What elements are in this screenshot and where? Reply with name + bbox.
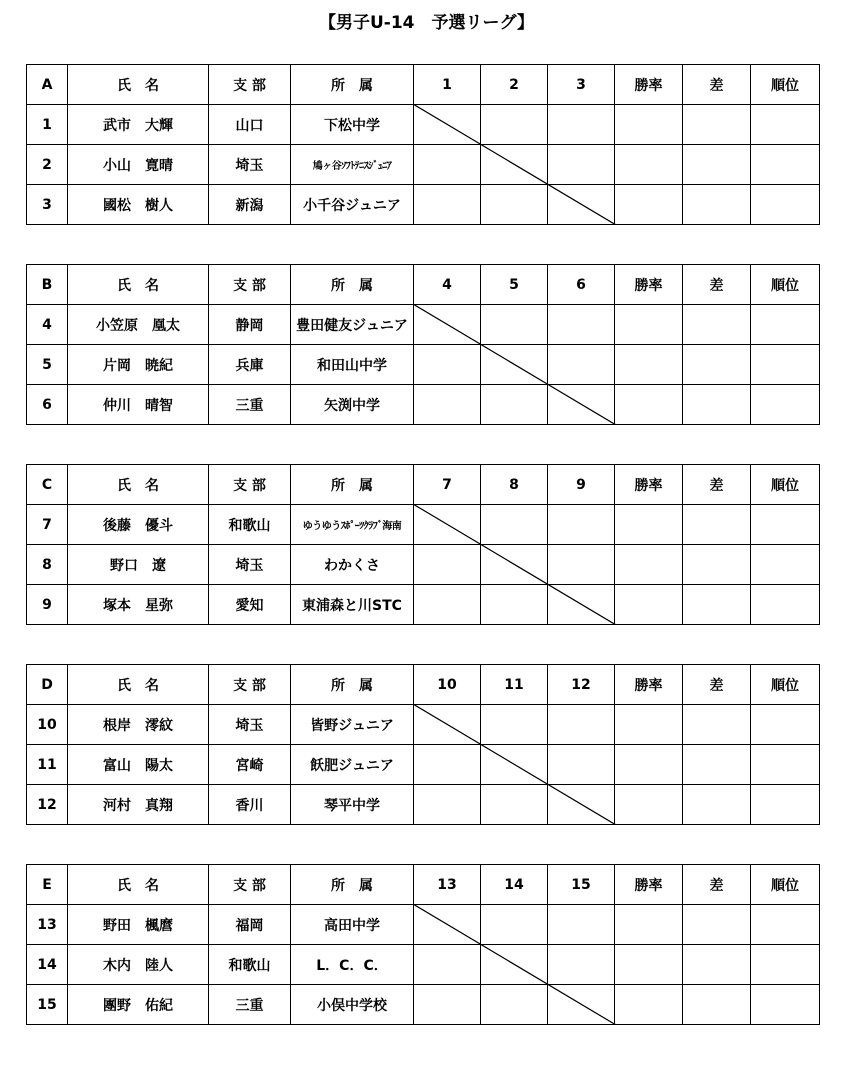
player-affiliation: 鳩ヶ谷ｿﾌﾄﾃﾆｽｼﾞｭﾆｱ [291,145,414,185]
table-row [27,745,820,785]
match-result-cell [548,585,615,625]
player-number: 11 [27,745,68,785]
match-result-cell [414,785,481,825]
diff-cell [683,545,751,585]
league-grid [26,264,820,425]
player-affiliation: 東浦森と川STC [291,585,414,625]
header-row [27,465,820,505]
diff-header: 差 [683,465,751,505]
opponent-number-header: 11 [481,665,548,705]
opponent-number-header: 12 [548,665,615,705]
match-result-cell [414,505,481,545]
win-rate-cell [615,985,683,1025]
match-result-cell [414,305,481,345]
group-label: D [27,665,68,705]
rank-cell [751,705,820,745]
player-number: 15 [27,985,68,1025]
opponent-number-header: 2 [481,65,548,105]
player-number: 3 [27,185,68,225]
diff-cell [683,145,751,185]
win-rate-header: 勝率 [615,465,683,505]
opponent-number-header: 9 [548,465,615,505]
win-rate-cell [615,905,683,945]
player-name: 團野 佑紀 [68,985,209,1025]
player-branch: 埼玉 [209,545,291,585]
branch-header: 支 部 [209,465,291,505]
rank-header: 順位 [751,65,820,105]
table-row [27,145,820,185]
player-branch: 三重 [209,385,291,425]
player-affiliation: 小俣中学校 [291,985,414,1025]
league-table-c [26,464,819,625]
match-result-cell [548,505,615,545]
table-row [27,705,820,745]
win-rate-cell [615,145,683,185]
player-name: 國松 樹人 [68,185,209,225]
player-affiliation: 和田山中学 [291,345,414,385]
player-branch: 香川 [209,785,291,825]
opponent-number-header: 1 [414,65,481,105]
player-branch: 和歌山 [209,505,291,545]
table-row [27,785,820,825]
match-result-cell [481,145,548,185]
player-affiliation: ゆうゆうｽﾎﾟｰﾂｸﾗﾌﾞ海南 [291,505,414,545]
player-number: 2 [27,145,68,185]
match-result-cell [481,745,548,785]
match-result-cell [481,185,548,225]
player-affiliation: わかくさ [291,545,414,585]
diff-cell [683,185,751,225]
player-name: 野田 楓麿 [68,905,209,945]
branch-header: 支 部 [209,665,291,705]
match-result-cell [481,505,548,545]
rank-cell [751,145,820,185]
player-number: 14 [27,945,68,985]
opponent-number-header: 8 [481,465,548,505]
player-number: 12 [27,785,68,825]
rank-cell [751,505,820,545]
player-affiliation: 飫肥ジュニア [291,745,414,785]
rank-cell [751,185,820,225]
match-result-cell [414,105,481,145]
match-result-cell [481,545,548,585]
match-result-cell [481,385,548,425]
win-rate-cell [615,785,683,825]
opponent-number-header: 4 [414,265,481,305]
opponent-number-header: 3 [548,65,615,105]
league-table-e [26,864,819,1025]
diff-cell [683,505,751,545]
player-affiliation: 下松中学 [291,105,414,145]
player-affiliation: L．C．C． [291,945,414,985]
opponent-number-header: 13 [414,865,481,905]
player-name: 小笠原 凰太 [68,305,209,345]
player-branch: 福岡 [209,905,291,945]
player-number: 10 [27,705,68,745]
player-branch: 宮崎 [209,745,291,785]
rank-cell [751,385,820,425]
diff-cell [683,905,751,945]
match-result-cell [414,185,481,225]
match-result-cell [548,385,615,425]
win-rate-cell [615,505,683,545]
match-result-cell [414,145,481,185]
player-affiliation: 矢渕中学 [291,385,414,425]
match-result-cell [548,305,615,345]
win-rate-cell [615,345,683,385]
win-rate-cell [615,545,683,585]
player-name: 小山 寛晴 [68,145,209,185]
rank-cell [751,305,820,345]
match-result-cell [481,305,548,345]
win-rate-header: 勝率 [615,65,683,105]
opponent-number-header: 10 [414,665,481,705]
player-affiliation: 高田中学 [291,905,414,945]
league-grid [26,864,820,1025]
table-row [27,585,820,625]
win-rate-header: 勝率 [615,665,683,705]
match-result-cell [414,985,481,1025]
name-header: 氏 名 [68,665,209,705]
rank-header: 順位 [751,465,820,505]
win-rate-cell [615,305,683,345]
player-name: 野口 遼 [68,545,209,585]
diff-header: 差 [683,665,751,705]
rank-cell [751,945,820,985]
player-number: 9 [27,585,68,625]
rank-cell [751,545,820,585]
player-number: 4 [27,305,68,345]
win-rate-header: 勝率 [615,865,683,905]
rank-cell [751,745,820,785]
rank-cell [751,345,820,385]
table-row [27,945,820,985]
player-name: 木内 陸人 [68,945,209,985]
table-row [27,545,820,585]
diff-cell [683,985,751,1025]
player-branch: 新潟 [209,185,291,225]
win-rate-cell [615,185,683,225]
player-name: 片岡 暁紀 [68,345,209,385]
player-number: 13 [27,905,68,945]
player-branch: 埼玉 [209,705,291,745]
win-rate-cell [615,585,683,625]
match-result-cell [548,185,615,225]
group-label: A [27,65,68,105]
league-table-a [26,64,819,225]
league-grid [26,64,820,225]
win-rate-cell [615,105,683,145]
win-rate-cell [615,945,683,985]
name-header: 氏 名 [68,465,209,505]
table-row [27,185,820,225]
player-number: 1 [27,105,68,145]
league-table-b [26,264,819,425]
player-name: 仲川 晴智 [68,385,209,425]
rank-header: 順位 [751,265,820,305]
match-result-cell [548,545,615,585]
header-row [27,865,820,905]
match-result-cell [481,985,548,1025]
match-result-cell [414,945,481,985]
player-number: 7 [27,505,68,545]
opponent-number-header: 6 [548,265,615,305]
opponent-number-header: 15 [548,865,615,905]
match-result-cell [481,585,548,625]
match-result-cell [548,705,615,745]
rank-header: 順位 [751,665,820,705]
diff-header: 差 [683,65,751,105]
win-rate-cell [615,385,683,425]
rank-cell [751,105,820,145]
group-label: B [27,265,68,305]
player-number: 6 [27,385,68,425]
diff-cell [683,345,751,385]
diff-cell [683,305,751,345]
diff-cell [683,705,751,745]
match-result-cell [414,705,481,745]
player-branch: 埼玉 [209,145,291,185]
rank-cell [751,585,820,625]
player-name: 根岸 澪紋 [68,705,209,745]
player-affiliation: 琴平中学 [291,785,414,825]
match-result-cell [481,905,548,945]
match-result-cell [414,345,481,385]
affiliation-header: 所 属 [291,465,414,505]
match-result-cell [481,785,548,825]
rank-cell [751,985,820,1025]
player-name: 武市 大輝 [68,105,209,145]
match-result-cell [414,585,481,625]
match-result-cell [481,105,548,145]
league-table-d [26,664,819,825]
match-result-cell [414,745,481,785]
branch-header: 支 部 [209,865,291,905]
branch-header: 支 部 [209,265,291,305]
match-result-cell [414,545,481,585]
player-number: 8 [27,545,68,585]
player-name: 後藤 優斗 [68,505,209,545]
diff-cell [683,945,751,985]
player-branch: 静岡 [209,305,291,345]
branch-header: 支 部 [209,65,291,105]
table-row [27,985,820,1025]
group-label: C [27,465,68,505]
diff-cell [683,385,751,425]
table-row [27,305,820,345]
match-result-cell [481,705,548,745]
win-rate-header: 勝率 [615,265,683,305]
diff-cell [683,585,751,625]
diff-header: 差 [683,865,751,905]
rank-cell [751,905,820,945]
match-result-cell [548,345,615,385]
player-branch: 山口 [209,105,291,145]
player-name: 河村 真翔 [68,785,209,825]
opponent-number-header: 7 [414,465,481,505]
name-header: 氏 名 [68,865,209,905]
match-result-cell [548,945,615,985]
name-header: 氏 名 [68,65,209,105]
match-result-cell [414,385,481,425]
match-result-cell [548,745,615,785]
affiliation-header: 所 属 [291,265,414,305]
table-row [27,505,820,545]
player-affiliation: 小千谷ジュニア [291,185,414,225]
league-grid [26,664,820,825]
header-row [27,665,820,705]
match-result-cell [481,345,548,385]
page-title: 【男子U-14 予選リーグ】 [318,13,535,33]
match-result-cell [481,945,548,985]
player-branch: 三重 [209,985,291,1025]
match-result-cell [548,105,615,145]
table-row [27,345,820,385]
group-label: E [27,865,68,905]
opponent-number-header: 5 [481,265,548,305]
header-row [27,65,820,105]
affiliation-header: 所 属 [291,865,414,905]
player-branch: 兵庫 [209,345,291,385]
win-rate-cell [615,745,683,785]
player-branch: 和歌山 [209,945,291,985]
rank-cell [751,785,820,825]
name-header: 氏 名 [68,265,209,305]
rank-header: 順位 [751,865,820,905]
table-row [27,905,820,945]
match-result-cell [548,905,615,945]
match-result-cell [548,785,615,825]
player-affiliation: 皆野ジュニア [291,705,414,745]
player-branch: 愛知 [209,585,291,625]
player-affiliation: 豊田健友ジュニア [291,305,414,345]
player-name: 塚本 星弥 [68,585,209,625]
affiliation-header: 所 属 [291,665,414,705]
table-row [27,105,820,145]
diff-cell [683,745,751,785]
match-result-cell [414,905,481,945]
player-number: 5 [27,345,68,385]
win-rate-cell [615,705,683,745]
affiliation-header: 所 属 [291,65,414,105]
diff-cell [683,105,751,145]
match-result-cell [548,145,615,185]
match-result-cell [548,985,615,1025]
opponent-number-header: 14 [481,865,548,905]
league-grid [26,464,820,625]
diff-cell [683,785,751,825]
diff-header: 差 [683,265,751,305]
table-row [27,385,820,425]
player-name: 富山 陽太 [68,745,209,785]
header-row [27,265,820,305]
